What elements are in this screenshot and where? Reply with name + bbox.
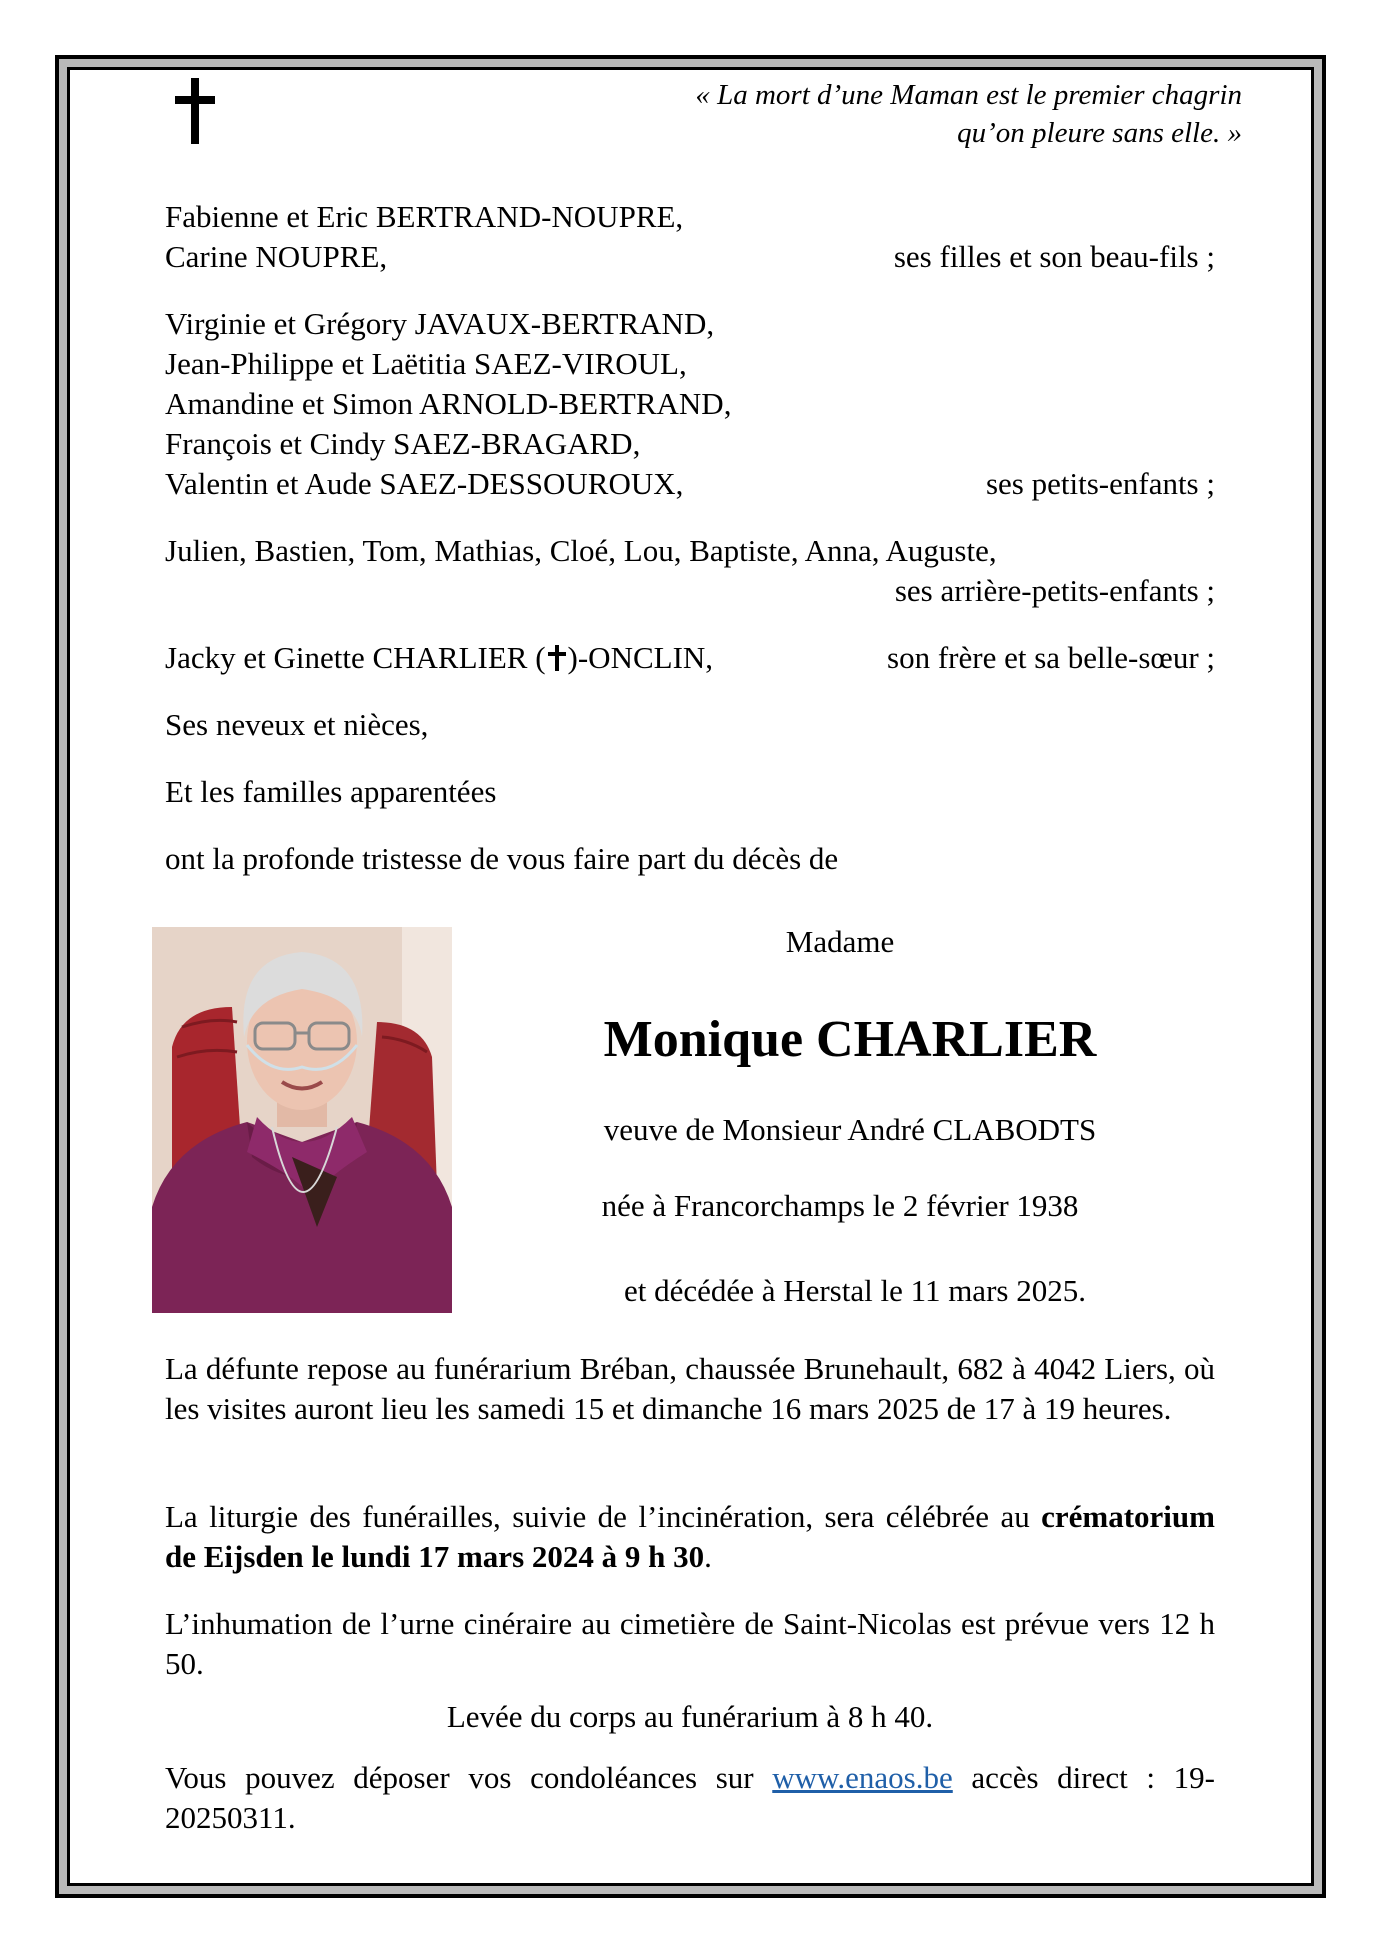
condolences-prefix: Vous pouvez déposer vos condoléances sur [165,1760,773,1795]
grandchild-line: François et Cindy SAEZ-BRAGARD, [165,426,641,461]
small-cross-icon [548,645,566,671]
epigraph-quote [695,76,1242,152]
daughters-role: ses filles et son beau-fils ; [893,239,1215,274]
grandchild-line: Amandine et Simon ARNOLD-BERTRAND, [165,386,732,421]
portrait-photo [152,927,452,1313]
condolences-paragraph [165,1758,1215,1838]
deceased-name: Monique CHARLIER [603,1011,1097,1068]
brother-suffix: )-ONCLIN, [567,640,714,675]
liturgy-paragraph [165,1497,1215,1577]
families-line: Et les familles apparentées [165,774,497,809]
liturgy-bold: crématorium de Eijsden le lundi 17 mars 2024 à 9 h 30 [165,1499,1215,1574]
brother-prefix: Jacky et Ginette CHARLIER ( [165,640,546,675]
grandchildren-role: ses petits-enfants ; [985,466,1215,501]
brother-line [165,638,713,678]
quote-line-2: qu’on pleure sans elle. » [957,117,1242,149]
announcement-line: ont la profonde tristesse de vous faire part du décès de [165,841,839,876]
birth-line: née à Francorchamps le 2 février 1938 [601,1188,1079,1223]
levee-line: Levée du corps au funérarium à 8 h 40. [446,1699,934,1734]
condolences-link[interactable]: www.enaos.be [772,1760,953,1795]
liturgy-text: La liturgie des funérailles, suivie de l’incinération, sera célébrée au [165,1499,1042,1534]
death-line: et décédée à Herstal le 11 mars 2025. [624,1273,1086,1308]
great-grandchildren-role: ses arrière-petits-enfants ; [894,573,1215,608]
cross-icon [175,78,215,144]
great-grandchildren-names: Julien, Bastien, Tom, Mathias, Cloé, Lou, Baptiste, Anna, Auguste, [165,533,997,568]
liturgy-end: . [704,1539,712,1574]
burial-paragraph: L’inhumation de l’urne cinéraire au cimetière de Saint-Nicolas est prévue vers 12 h 50. [165,1606,1215,1681]
grandchild-line: Jean-Philippe et Laëtitia SAEZ-VIROUL, [165,346,687,381]
daughter-line-2: Carine NOUPRE, [165,239,388,274]
title-madame: Madame [785,924,895,959]
nephews-line: Ses neveux et nièces, [165,707,429,742]
repose-paragraph: La défunte repose au funérarium Bréban, chaussée Brunehault, 682 à 4042 Liers, où les visites auront lieu les samedi 15 et dimanche 16 mars 2025 de 17 à 19 heures. [165,1351,1215,1426]
quote-line-1: « La mort d’une Maman est le premier chagrin [695,79,1242,111]
grandchild-line: Valentin et Aude SAEZ-DESSOUROUX, [165,466,684,501]
grandchild-line: Virginie et Grégory JAVAUX-BERTRAND, [165,306,715,341]
daughter-line-1: Fabienne et Eric BERTRAND-NOUPRE, [165,199,684,234]
widow-of-line: veuve de Monsieur André CLABODTS [603,1112,1097,1147]
condolences-suffix: accès direct : 19-20250311. [165,1760,1216,1835]
brother-role: son frère et sa belle-sœur ; [887,640,1215,675]
